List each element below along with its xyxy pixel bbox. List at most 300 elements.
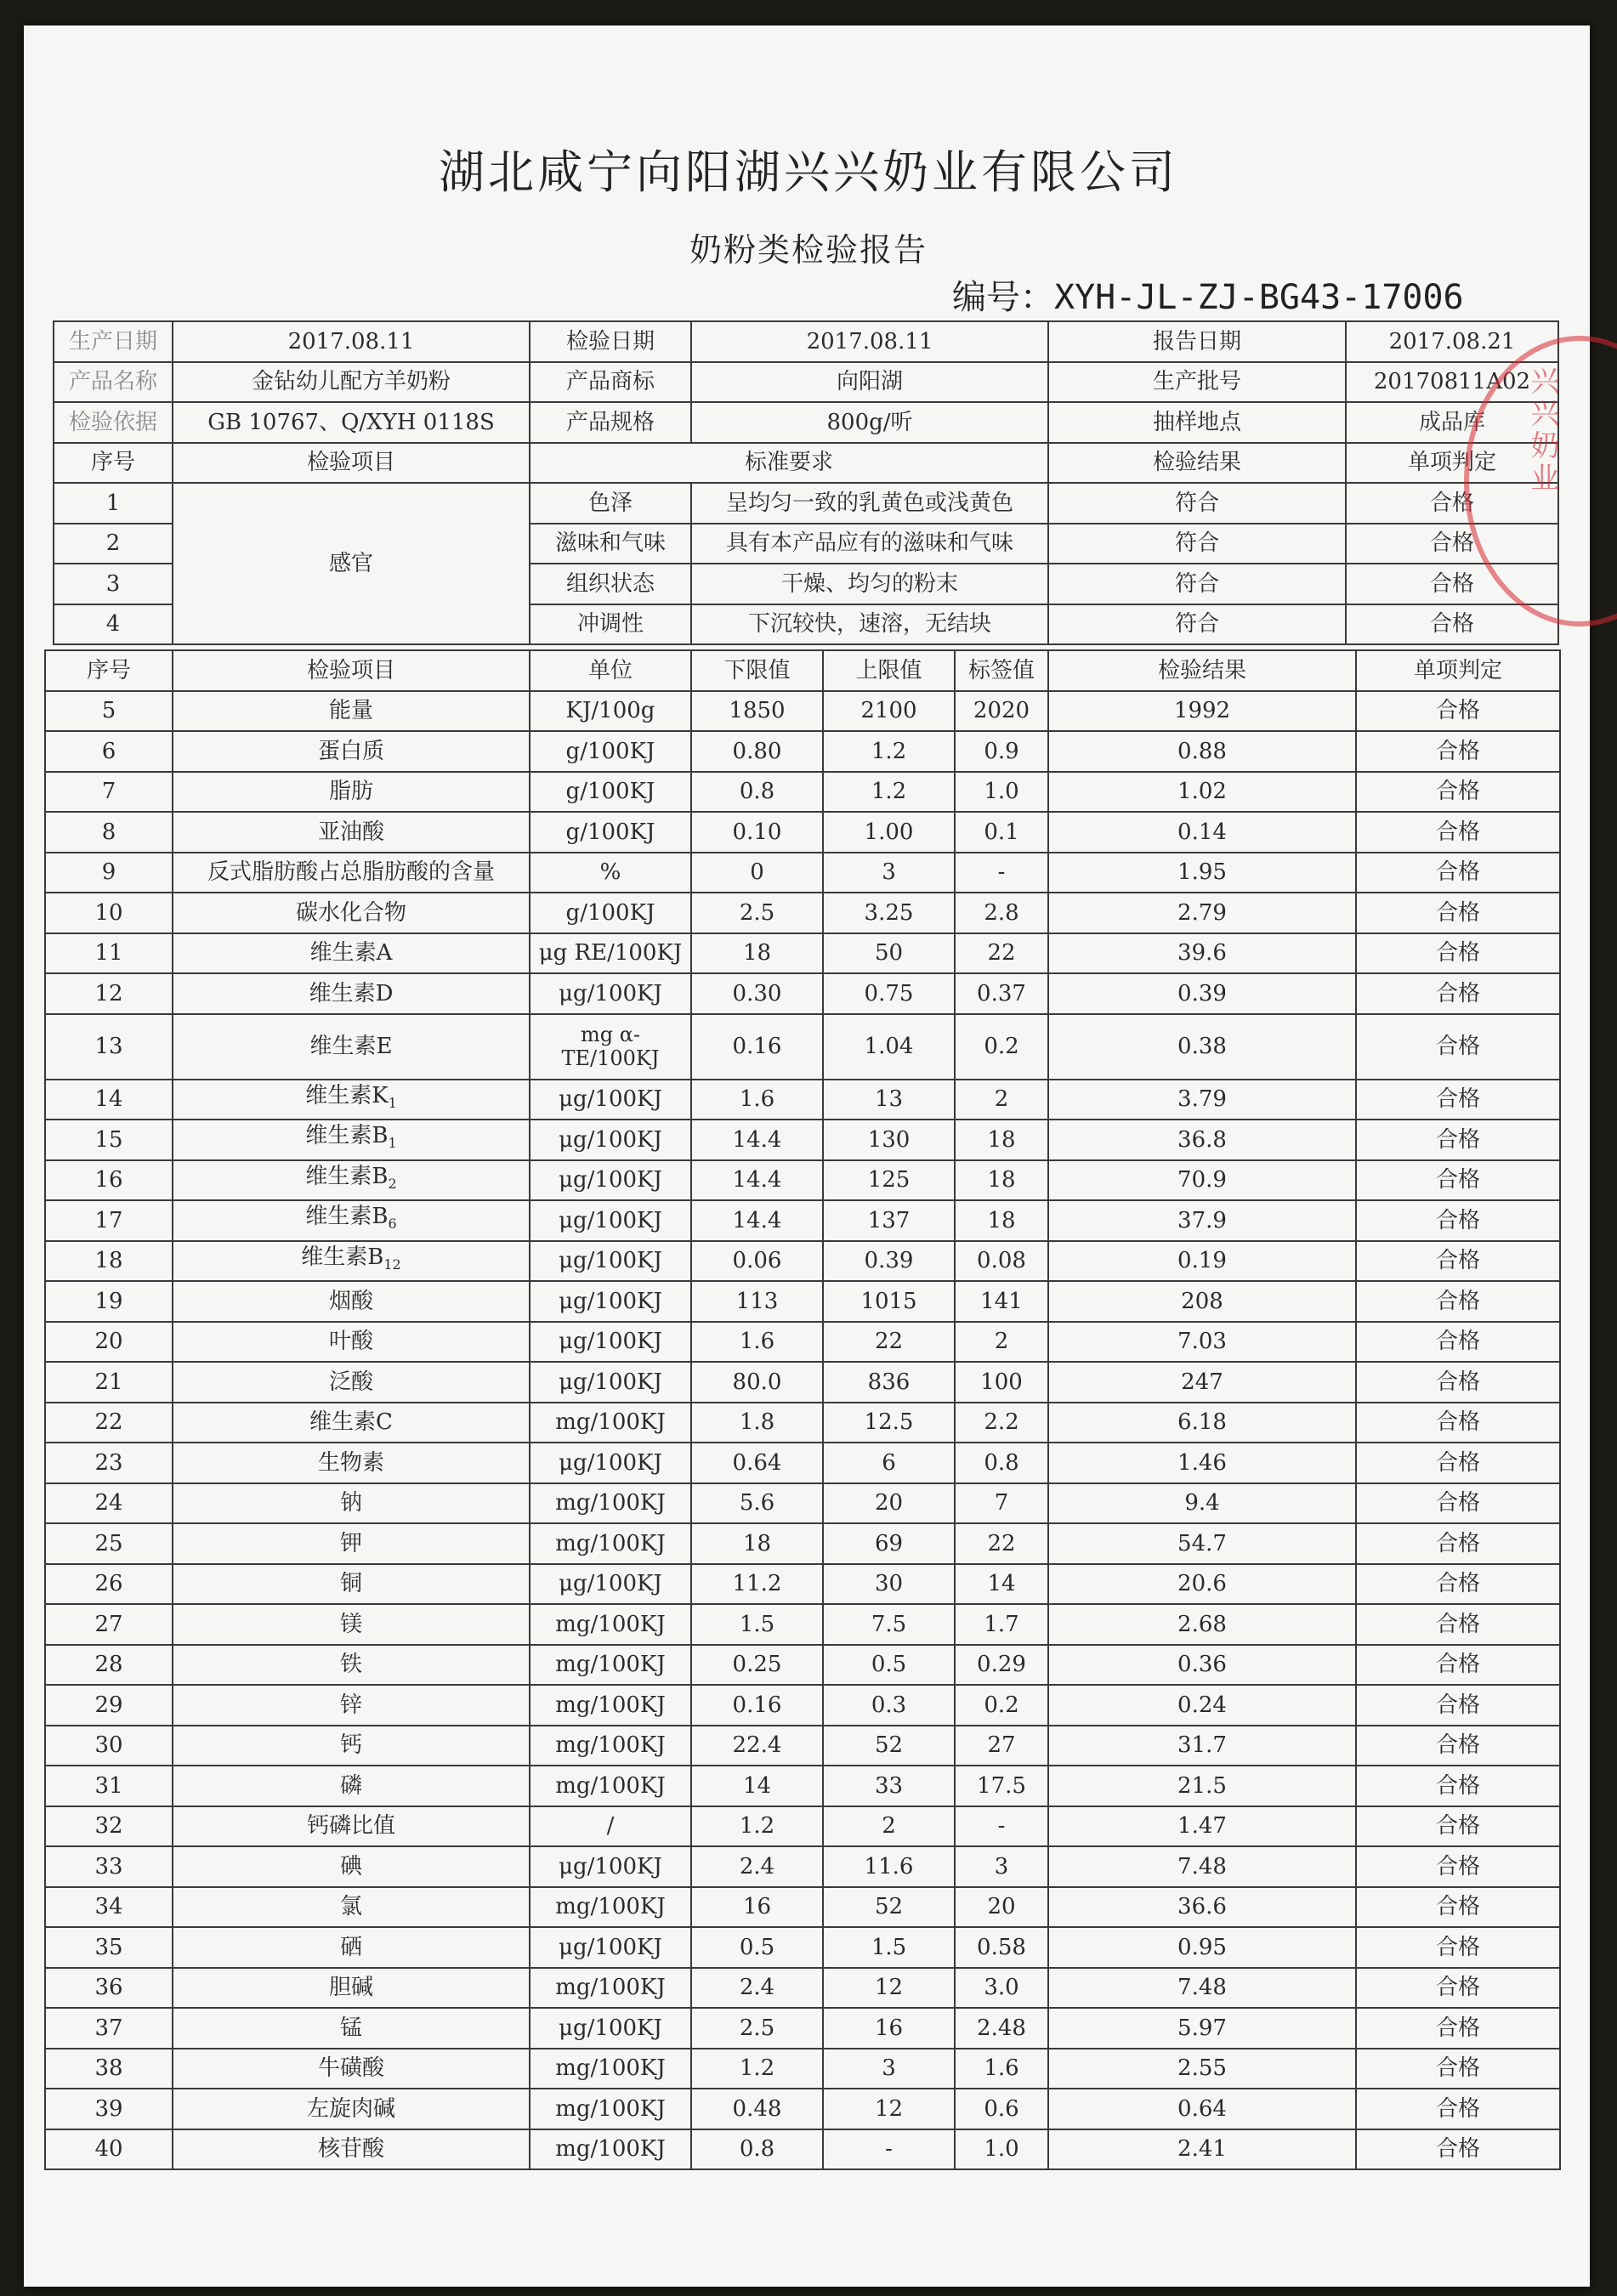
info-value: 2017.08.21 <box>1346 321 1558 362</box>
row-no: 21 <box>45 1362 173 1403</box>
test-item-subscript: 2 <box>388 1175 397 1192</box>
test-item: 磷 <box>173 1766 530 1806</box>
lower-limit: 0.80 <box>691 731 823 772</box>
upper-limit: 130 <box>823 1120 955 1160</box>
test-result: 1.95 <box>1048 853 1356 893</box>
test-item <box>173 1080 530 1120</box>
sensory-verdict: 合格 <box>1346 604 1558 645</box>
verdict: 合格 <box>1356 1604 1560 1645</box>
test-item: 反式脂肪酸占总脂肪酸的含量 <box>173 853 530 893</box>
verdict: 合格 <box>1356 1362 1560 1403</box>
row-no: 34 <box>45 1887 173 1928</box>
test-item: 亚油酸 <box>173 812 530 853</box>
row-no: 40 <box>45 2129 173 2170</box>
unit: mg/100KJ <box>530 1726 691 1766</box>
label-value: - <box>955 853 1048 893</box>
lower-limit: 0.8 <box>691 772 823 813</box>
verdict: 合格 <box>1356 2129 1560 2170</box>
verdict: 合格 <box>1356 2008 1560 2049</box>
upper-limit: 12.5 <box>823 1403 955 1443</box>
test-result: 0.95 <box>1048 1927 1356 1968</box>
lower-limit: 5.6 <box>691 1483 823 1524</box>
table-row <box>45 1281 1560 1322</box>
test-item: 铜 <box>173 1564 530 1605</box>
verdict: 合格 <box>1356 1645 1560 1686</box>
verdict: 合格 <box>1356 893 1560 933</box>
table-row <box>45 1927 1560 1968</box>
test-item: 镁 <box>173 1604 530 1645</box>
upper-limit: 2100 <box>823 691 955 732</box>
test-item: 碳水化合物 <box>173 893 530 933</box>
label-value: 0.9 <box>955 731 1048 772</box>
upper-limit: 3.25 <box>823 893 955 933</box>
unit: μg/100KJ <box>530 1281 691 1322</box>
test-item: 烟酸 <box>173 1281 530 1322</box>
test-result: 0.36 <box>1048 1645 1356 1686</box>
upper-limit: - <box>823 2129 955 2170</box>
test-item-text: 维生素B <box>305 1123 389 1149</box>
sensory-verdict: 合格 <box>1346 524 1558 564</box>
row-no: 5 <box>45 691 173 732</box>
lower-limit: 113 <box>691 1281 823 1322</box>
upper-limit: 33 <box>823 1766 955 1806</box>
row-no: 39 <box>45 2089 173 2129</box>
row-no: 13 <box>45 1014 173 1080</box>
label-value: 2 <box>955 1080 1048 1120</box>
test-item-subscript: 12 <box>383 1256 401 1273</box>
info-label: 检验依据 <box>54 402 173 443</box>
upper-limit: 1015 <box>823 1281 955 1322</box>
label-value: 7 <box>955 1483 1048 1524</box>
row-no: 36 <box>45 1968 173 2009</box>
verdict: 合格 <box>1356 1200 1560 1241</box>
test-result: 39.6 <box>1048 933 1356 974</box>
test-item: 牛磺酸 <box>173 2049 530 2089</box>
col-header: 标签值 <box>955 650 1048 691</box>
upper-limit: 1.00 <box>823 812 955 853</box>
table-row <box>45 772 1560 813</box>
label-value: 141 <box>955 1281 1048 1322</box>
label-value: 27 <box>955 1726 1048 1766</box>
table-row <box>45 893 1560 933</box>
test-item: 钠 <box>173 1483 530 1524</box>
table-row <box>45 1604 1560 1645</box>
verdict: 合格 <box>1356 2049 1560 2089</box>
table-row <box>45 1523 1560 1564</box>
lower-limit: 18 <box>691 933 823 974</box>
label-value: 0.2 <box>955 1685 1048 1726</box>
lower-limit: 14.4 <box>691 1120 823 1160</box>
test-result: 3.79 <box>1048 1080 1356 1120</box>
label-value: 17.5 <box>955 1766 1048 1806</box>
unit: mg/100KJ <box>530 1887 691 1928</box>
upper-limit: 12 <box>823 2089 955 2129</box>
label-value: 22 <box>955 933 1048 974</box>
unit: KJ/100g <box>530 691 691 732</box>
company-name: 湖北咸宁向阳湖兴兴奶业有限公司 <box>439 145 1178 199</box>
sensory-result: 符合 <box>1048 483 1346 524</box>
sensory-item: 组织状态 <box>530 564 691 604</box>
label-value: 0.37 <box>955 973 1048 1014</box>
sensory-result: 符合 <box>1048 524 1346 564</box>
label-value: 1.7 <box>955 1604 1048 1645</box>
test-result: 0.14 <box>1048 812 1356 853</box>
test-result: 1.47 <box>1048 1806 1356 1847</box>
lower-limit: 1.8 <box>691 1403 823 1443</box>
test-item: 核苷酸 <box>173 2129 530 2170</box>
table-row <box>45 1241 1560 1282</box>
info-value: GB 10767、Q/XYH 0118S <box>173 402 530 443</box>
row-no: 7 <box>45 772 173 813</box>
sensory-result: 符合 <box>1048 604 1346 645</box>
row-no: 17 <box>45 1200 173 1241</box>
test-result: 36.8 <box>1048 1120 1356 1160</box>
unit: μg RE/100KJ <box>530 933 691 974</box>
label-value: 14 <box>955 1564 1048 1605</box>
test-item-text: 维生素K <box>305 1082 389 1108</box>
label-value: 20 <box>955 1887 1048 1928</box>
table-row <box>45 1322 1560 1363</box>
table-row <box>45 1080 1560 1120</box>
test-item: 维生素C <box>173 1403 530 1443</box>
verdict: 合格 <box>1356 1927 1560 1968</box>
sensory-verdict: 合格 <box>1346 564 1558 604</box>
verdict: 合格 <box>1356 731 1560 772</box>
row-no: 29 <box>45 1685 173 1726</box>
unit: μg/100KJ <box>530 1443 691 1483</box>
col-header: 单项判定 <box>1346 443 1558 484</box>
info-label: 产品规格 <box>530 402 691 443</box>
label-value: 0.08 <box>955 1241 1048 1282</box>
test-item <box>173 1241 530 1282</box>
unit: μg/100KJ <box>530 1200 691 1241</box>
col-header: 检验结果 <box>1048 650 1356 691</box>
lower-limit: 1.6 <box>691 1322 823 1363</box>
test-item: 钾 <box>173 1523 530 1564</box>
table-row <box>45 1846 1560 1887</box>
upper-limit: 1.04 <box>823 1014 955 1080</box>
row-no: 25 <box>45 1523 173 1564</box>
lower-limit: 14 <box>691 1766 823 1806</box>
row-no: 6 <box>45 731 173 772</box>
upper-limit: 52 <box>823 1726 955 1766</box>
verdict: 合格 <box>1356 1968 1560 2009</box>
upper-limit: 12 <box>823 1968 955 2009</box>
test-item: 钙 <box>173 1726 530 1766</box>
table-row <box>45 1120 1560 1160</box>
test-item-subscript: 1 <box>388 1135 397 1152</box>
test-result: 247 <box>1048 1362 1356 1403</box>
lower-limit: 0.10 <box>691 812 823 853</box>
row-no: 4 <box>54 604 173 645</box>
report-number-value: XYH-JL-ZJ-BG43-17006 <box>1054 278 1464 317</box>
lower-limit: 1.6 <box>691 1080 823 1120</box>
unit: mg/100KJ <box>530 1483 691 1524</box>
info-row <box>54 321 1558 362</box>
verdict: 合格 <box>1356 1403 1560 1443</box>
verdict: 合格 <box>1356 1443 1560 1483</box>
table-row <box>45 973 1560 1014</box>
upper-limit: 3 <box>823 2049 955 2089</box>
upper-limit: 6 <box>823 1443 955 1483</box>
table-row <box>45 1887 1560 1928</box>
lower-limit: 0.48 <box>691 2089 823 2129</box>
upper-limit: 7.5 <box>823 1604 955 1645</box>
info-value: 向阳湖 <box>691 362 1048 403</box>
label-value: 18 <box>955 1200 1048 1241</box>
sensory-item: 色泽 <box>530 483 691 524</box>
table-row <box>45 731 1560 772</box>
row-no: 37 <box>45 2008 173 2049</box>
test-result: 9.4 <box>1048 1483 1356 1524</box>
verdict: 合格 <box>1356 1080 1560 1120</box>
verdict: 合格 <box>1356 772 1560 813</box>
test-item: 维生素E <box>173 1014 530 1080</box>
row-no: 1 <box>54 483 173 524</box>
lower-limit: 0.5 <box>691 1927 823 1968</box>
test-result: 208 <box>1048 1281 1356 1322</box>
verdict: 合格 <box>1356 1887 1560 1928</box>
unit: μg/100KJ <box>530 1564 691 1605</box>
verdict: 合格 <box>1356 1014 1560 1080</box>
info-value: 成品库 <box>1346 402 1558 443</box>
label-value: 1.6 <box>955 2049 1048 2089</box>
upper-limit: 3 <box>823 853 955 893</box>
test-result: 7.03 <box>1048 1322 1356 1363</box>
table-row <box>45 1160 1560 1201</box>
info-value: 2017.08.11 <box>691 321 1048 362</box>
unit: / <box>530 1806 691 1847</box>
upper-limit: 2 <box>823 1806 955 1847</box>
upper-limit: 0.3 <box>823 1685 955 1726</box>
verdict: 合格 <box>1356 1726 1560 1766</box>
test-item: 泛酸 <box>173 1362 530 1403</box>
info-label: 生产日期 <box>54 321 173 362</box>
table-row <box>45 1645 1560 1686</box>
info-value: 800g/听 <box>691 402 1048 443</box>
lower-limit: 0 <box>691 853 823 893</box>
test-result: 31.7 <box>1048 1726 1356 1766</box>
label-value: 2 <box>955 1322 1048 1363</box>
row-no: 24 <box>45 1483 173 1524</box>
test-item <box>173 1160 530 1201</box>
test-item-subscript: 6 <box>388 1216 397 1233</box>
unit: g/100KJ <box>530 812 691 853</box>
lower-limit: 2.5 <box>691 893 823 933</box>
verdict: 合格 <box>1356 1685 1560 1726</box>
info-value: 20170811A02 <box>1346 362 1558 403</box>
verdict: 合格 <box>1356 1241 1560 1282</box>
upper-limit: 16 <box>823 2008 955 2049</box>
test-result: 0.38 <box>1048 1014 1356 1080</box>
label-value: 22 <box>955 1523 1048 1564</box>
row-no: 18 <box>45 1241 173 1282</box>
row-no: 11 <box>45 933 173 974</box>
lower-limit: 0.30 <box>691 973 823 1014</box>
test-result: 6.18 <box>1048 1403 1356 1443</box>
upper-limit: 50 <box>823 933 955 974</box>
upper-limit: 30 <box>823 1564 955 1605</box>
row-no: 9 <box>45 853 173 893</box>
table-row <box>45 1403 1560 1443</box>
table-row <box>45 2008 1560 2049</box>
label-value: 0.8 <box>955 1443 1048 1483</box>
test-item: 硒 <box>173 1927 530 1968</box>
unit: mg/100KJ <box>530 1403 691 1443</box>
test-result: 7.48 <box>1048 1846 1356 1887</box>
test-result: 37.9 <box>1048 1200 1356 1241</box>
test-result: 5.97 <box>1048 2008 1356 2049</box>
test-result: 20.6 <box>1048 1564 1356 1605</box>
unit: mg/100KJ <box>530 1604 691 1645</box>
upper-limit: 20 <box>823 1483 955 1524</box>
upper-limit: 52 <box>823 1887 955 1928</box>
test-result: 54.7 <box>1048 1523 1356 1564</box>
info-label: 报告日期 <box>1048 321 1346 362</box>
test-result: 0.24 <box>1048 1685 1356 1726</box>
test-item: 氯 <box>173 1887 530 1928</box>
info-label: 生产批号 <box>1048 362 1346 403</box>
label-value: 0.58 <box>955 1927 1048 1968</box>
test-item: 生物素 <box>173 1443 530 1483</box>
table-header-row <box>45 650 1560 691</box>
label-value: 2.2 <box>955 1403 1048 1443</box>
table-row <box>45 933 1560 974</box>
test-result: 36.6 <box>1048 1887 1356 1928</box>
info-label: 抽样地点 <box>1048 402 1346 443</box>
lower-limit: 16 <box>691 1887 823 1928</box>
verdict: 合格 <box>1356 1806 1560 1847</box>
verdict: 合格 <box>1356 1120 1560 1160</box>
row-no: 15 <box>45 1120 173 1160</box>
table-row <box>45 2129 1560 2170</box>
upper-limit: 1.2 <box>823 731 955 772</box>
info-table <box>53 320 1559 645</box>
unit: μg/100KJ <box>530 1160 691 1201</box>
test-result: 2.79 <box>1048 893 1356 933</box>
label-value: 0.2 <box>955 1014 1048 1080</box>
table-row <box>45 1968 1560 2009</box>
row-no: 27 <box>45 1604 173 1645</box>
verdict: 合格 <box>1356 1281 1560 1322</box>
test-item: 维生素D <box>173 973 530 1014</box>
unit: mg/100KJ <box>530 2129 691 2170</box>
lower-limit: 1.2 <box>691 1806 823 1847</box>
lower-limit: 0.16 <box>691 1014 823 1080</box>
table-row <box>45 691 1560 732</box>
info-row <box>54 362 1558 403</box>
upper-limit: 69 <box>823 1523 955 1564</box>
test-result: 0.64 <box>1048 2089 1356 2129</box>
unit: μg/100KJ <box>530 1927 691 1968</box>
unit: μg/100KJ <box>530 1120 691 1160</box>
table-row <box>45 2049 1560 2089</box>
lower-limit: 0.64 <box>691 1443 823 1483</box>
upper-limit: 137 <box>823 1200 955 1241</box>
table-row <box>45 853 1560 893</box>
verdict: 合格 <box>1356 1523 1560 1564</box>
stamp-text: 兴兴奶业 <box>1525 366 1559 495</box>
col-header: 检验项目 <box>173 443 530 484</box>
unit: μg/100KJ <box>530 1241 691 1282</box>
unit: μg/100KJ <box>530 1080 691 1120</box>
col-header: 标准要求 <box>530 443 1048 484</box>
lower-limit: 1.5 <box>691 1604 823 1645</box>
lower-limit: 22.4 <box>691 1726 823 1766</box>
report-title: 奶粉类检验报告 <box>689 231 928 269</box>
verdict: 合格 <box>1356 1846 1560 1887</box>
test-result: 2.55 <box>1048 2049 1356 2089</box>
lower-limit: 2.4 <box>691 1968 823 2009</box>
row-no: 3 <box>54 564 173 604</box>
sensory-verdict: 合格 <box>1346 483 1558 524</box>
label-value: 3.0 <box>955 1968 1048 2009</box>
row-no: 19 <box>45 1281 173 1322</box>
test-result: 1992 <box>1048 691 1356 732</box>
upper-limit: 0.39 <box>823 1241 955 1282</box>
lower-limit: 18 <box>691 1523 823 1564</box>
test-item: 碘 <box>173 1846 530 1887</box>
test-result: 0.19 <box>1048 1241 1356 1282</box>
label-value: 1.0 <box>955 772 1048 813</box>
report-number-label: 编号： <box>952 278 1054 317</box>
sensory-item: 滋味和气味 <box>530 524 691 564</box>
upper-limit: 1.2 <box>823 772 955 813</box>
row-no: 35 <box>45 1927 173 1968</box>
sensory-group: 感官 <box>173 483 530 644</box>
col-header: 单项判定 <box>1356 650 1560 691</box>
test-item: 脂肪 <box>173 772 530 813</box>
unit: mg/100KJ <box>530 1523 691 1564</box>
unit: mg/100KJ <box>530 1645 691 1686</box>
verdict: 合格 <box>1356 2089 1560 2129</box>
verdict: 合格 <box>1356 973 1560 1014</box>
test-result: 2.41 <box>1048 2129 1356 2170</box>
sensory-item: 冲调性 <box>530 604 691 645</box>
unit: g/100KJ <box>530 893 691 933</box>
unit: μg/100KJ <box>530 973 691 1014</box>
table-row <box>45 1726 1560 1766</box>
label-value: 18 <box>955 1160 1048 1201</box>
unit: mg/100KJ <box>530 1766 691 1806</box>
unit: % <box>530 853 691 893</box>
table-row <box>45 1766 1560 1806</box>
col-header: 检验结果 <box>1048 443 1346 484</box>
lower-limit: 1850 <box>691 691 823 732</box>
upper-limit: 13 <box>823 1080 955 1120</box>
row-no: 38 <box>45 2049 173 2089</box>
info-row <box>54 402 1558 443</box>
label-value: 2.8 <box>955 893 1048 933</box>
test-result: 1.46 <box>1048 1443 1356 1483</box>
lower-limit: 0.25 <box>691 1645 823 1686</box>
test-item: 左旋肉碱 <box>173 2089 530 2129</box>
test-item: 钙磷比值 <box>173 1806 530 1847</box>
test-result: 0.88 <box>1048 731 1356 772</box>
test-item: 锰 <box>173 2008 530 2049</box>
test-item: 能量 <box>173 691 530 732</box>
verdict: 合格 <box>1356 1160 1560 1201</box>
sensory-requirement: 下沉较快，速溶，无结块 <box>691 604 1048 645</box>
test-result: 7.48 <box>1048 1968 1356 2009</box>
test-item: 蛋白质 <box>173 731 530 772</box>
report-number <box>952 270 1464 319</box>
unit: mg/100KJ <box>530 1968 691 2009</box>
unit: mg α-TE/100KJ <box>530 1014 691 1080</box>
unit: μg/100KJ <box>530 2008 691 2049</box>
row-no: 26 <box>45 1564 173 1605</box>
label-value: 100 <box>955 1362 1048 1403</box>
